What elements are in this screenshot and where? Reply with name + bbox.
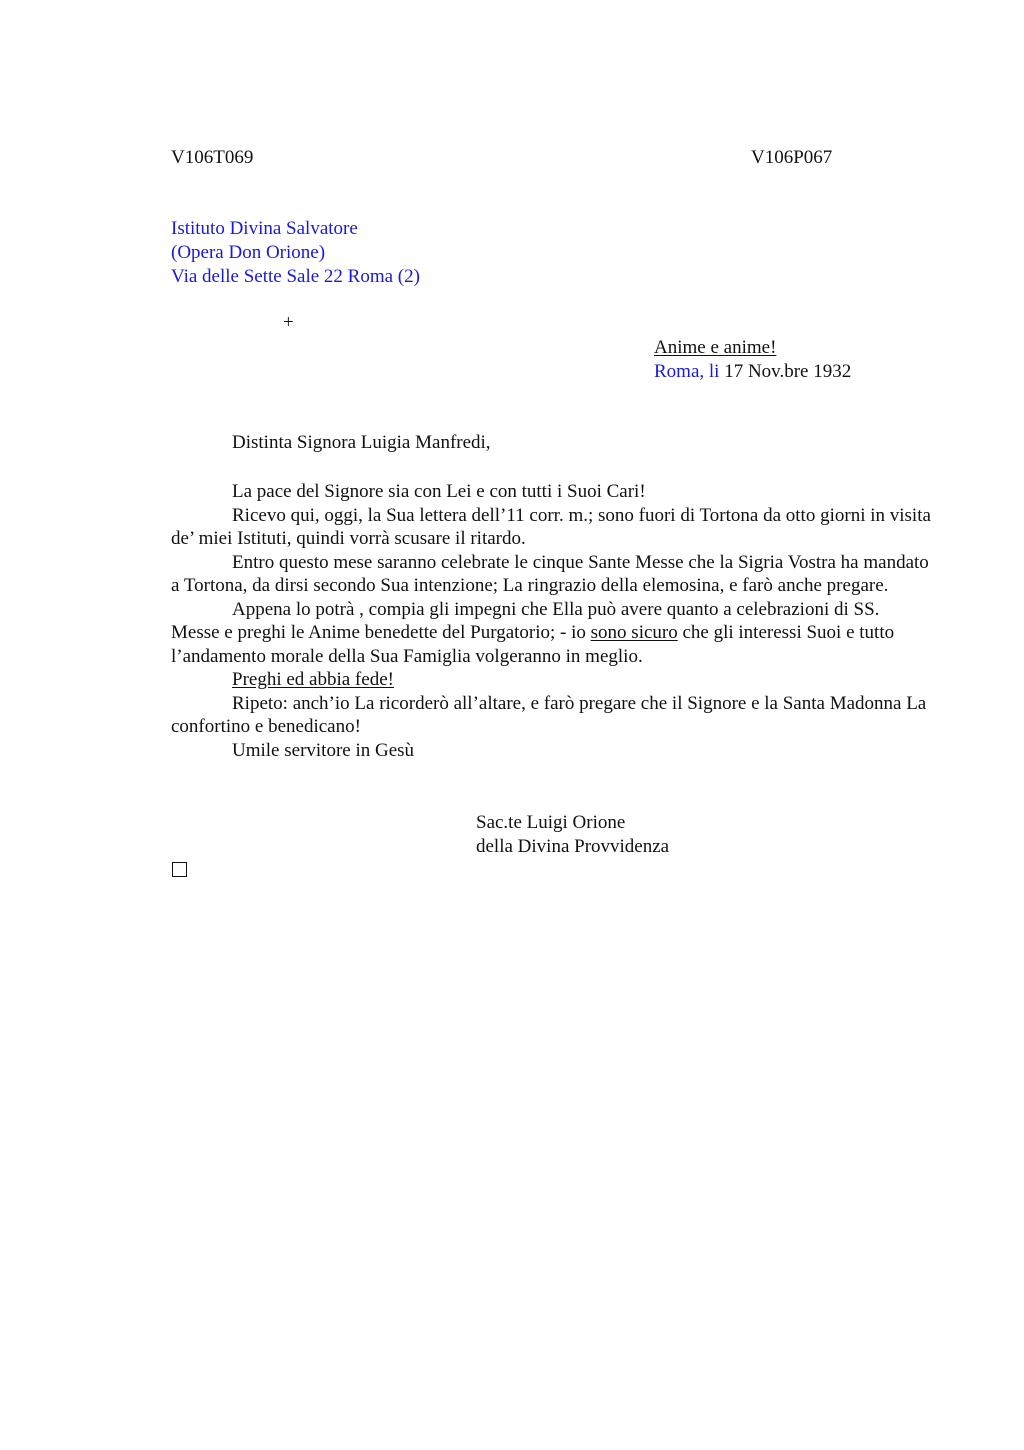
advice-text-start: Appena lo potrà , compia gli impegni che Ella può avere quanto a celebrazioni di SS. Messe e preghi le Anime benedette del Purgatorio; - io <box>171 598 880 643</box>
dateline-place: Roma, li <box>654 361 720 382</box>
paragraph-advice <box>171 598 931 669</box>
advice-text-end: che gli interessi Suoi e tutto l’andamento morale della Sua Famiglia volgeranno in meglio. <box>171 622 895 667</box>
motto: Anime e anime! <box>654 337 777 358</box>
dateline-date: 17 Nov.bre 1932 <box>719 361 852 382</box>
letterhead-address: Via delle Sette Sale 22 Roma (2) <box>171 266 420 287</box>
signature-name: Sac.te Luigi Orione <box>476 812 626 833</box>
paragraph-received: Ricevo qui, oggi, la Sua lettera dell’11 corr. m.; sono fuori di Tortona da otto giorni in visita de’ miei Istituti, quindi vorrà scusare il ritardo. <box>171 504 931 549</box>
letterhead-opera: (Opera Don Orione) <box>171 242 326 263</box>
dateline <box>654 361 851 383</box>
letter-body <box>171 480 931 762</box>
paragraph-faith <box>171 668 931 692</box>
faith-underlined: Preghi ed abbia fede! <box>232 669 394 690</box>
cross-mark: + <box>283 312 294 333</box>
paragraph-masses: Entro questo mese saranno celebrate le cinque Sante Messe che la Sigria Vostra ha mandato a Tortona, da dirsi secondo Sua intenzione; La ringrazio della elemosina, e farò anche pregare. <box>171 551 929 596</box>
salutation: Distinta Signora Luigia Manfredi, <box>232 432 491 453</box>
document-code-left: V106T069 <box>171 147 254 168</box>
document-code-right: V106P067 <box>751 147 833 168</box>
paragraph-blessing: Ripeto: anch’io La ricorderò all’altare, e farò pregare che il Signore e la Santa Madonna La confortino e benedicano! <box>171 692 927 737</box>
signature-title: della Divina Provvidenza <box>476 836 670 857</box>
closing: Umile servitore in Gesù <box>232 739 415 761</box>
paragraph-greeting: La pace del Signore sia con Lei e con tutti i Suoi Cari! <box>232 481 646 502</box>
letterhead-institute: Istituto Divina Salvatore <box>171 218 358 239</box>
checkbox-square-icon <box>172 862 187 877</box>
advice-underlined: sono sicuro <box>590 622 678 643</box>
